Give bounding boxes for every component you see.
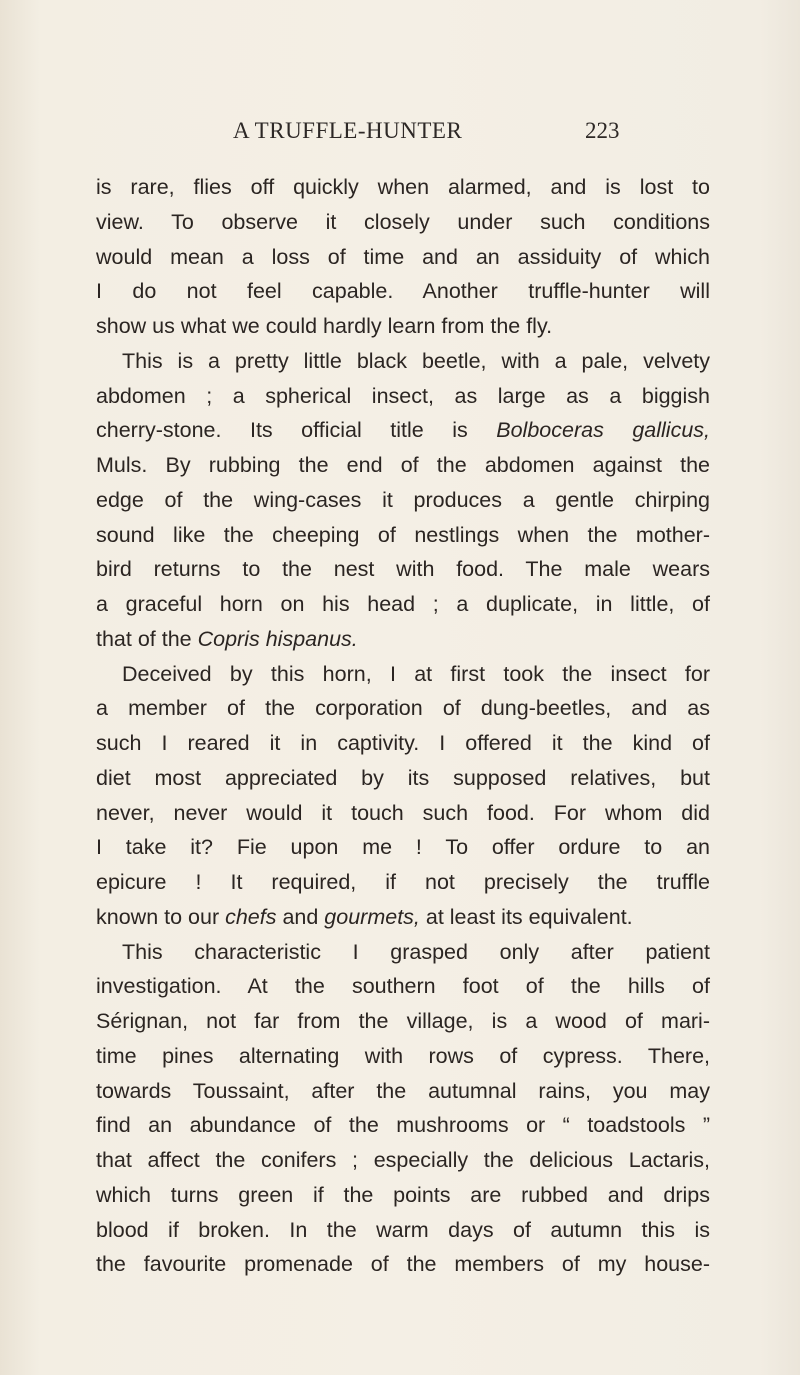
text-line [96, 865, 710, 900]
text-span: find an abundance of the mushrooms or “ toadstools ” [96, 1113, 710, 1138]
text-line [96, 935, 710, 970]
text-span: blood if broken. In the warm days of autumn this is [96, 1217, 710, 1242]
text-span: This characteristic I grasped only after patient [122, 939, 710, 964]
text-line [96, 170, 710, 205]
text-line [96, 205, 710, 240]
italic-text: chefs [225, 904, 277, 929]
text-line [96, 413, 710, 448]
page-number: 223 [585, 118, 620, 143]
text-span: a graceful horn on his head ; a duplicate, in little, of [96, 592, 710, 616]
body-text [96, 170, 710, 1282]
text-line [96, 726, 710, 761]
text-span: never, never would it touch such food. For whom did [96, 800, 710, 825]
text-line [96, 1108, 710, 1143]
text-span: such I reared it in captivity. I offered it the kind of [96, 731, 710, 755]
text-line [96, 483, 710, 518]
text-span: would mean a loss of time and an assiduity of which [96, 244, 710, 269]
text-line [96, 657, 710, 692]
text-span: bird returns to the nest with food. The male wears [96, 557, 710, 582]
running-head-title: A TRUFFLE-HUNTER [233, 118, 463, 143]
text-span: I take it? Fie upon me ! To offer ordure to an [96, 835, 710, 860]
text-line [96, 969, 710, 1004]
text-span: investigation. At the southern foot of the hills of [96, 974, 710, 999]
text-line [96, 1004, 710, 1039]
text-line [96, 900, 710, 935]
text-line [96, 552, 710, 587]
text-span: epicure ! It required, if not precisely the truffle [96, 870, 710, 894]
text-span: and [276, 904, 325, 929]
text-line [96, 309, 710, 344]
text-span: view. To observe it closely under such conditions [96, 209, 710, 234]
text-span: that affect the conifers ; especially the delicious Lactaris, [96, 1148, 710, 1172]
text-line [96, 622, 710, 657]
text-span: the favourite promenade of the members of my house- [96, 1252, 710, 1277]
text-line [96, 344, 710, 379]
text-span: Sérignan, not far from the village, is a wood of mari- [96, 1009, 710, 1033]
italic-text: gourmets, [324, 904, 420, 929]
text-line [96, 1039, 710, 1074]
text-span: Muls. By rubbing the end of the abdomen against the [96, 453, 710, 477]
text-span: Deceived by this horn, I at first took the insect for [122, 661, 710, 686]
text-span: which turns green if the points are rubbed and drips [96, 1182, 710, 1207]
text-line [96, 691, 710, 726]
text-line [96, 830, 710, 865]
text-span: time pines alternating with rows of cypress. There, [96, 1043, 710, 1068]
text-line [96, 1247, 710, 1282]
text-span: cherry-stone. Its official title is [96, 418, 497, 443]
text-span: abdomen ; a spherical insect, as large as a biggish [96, 383, 710, 408]
text-span: a member of the corporation of dung-beetles, and as [96, 696, 710, 721]
text-line [96, 274, 710, 309]
text-span: diet most appreciated by its supposed relatives, but [96, 765, 710, 790]
text-span: at least its equivalent. [419, 904, 633, 929]
text-line [96, 1074, 710, 1109]
text-span: show us what we could hardly learn from the fly. [96, 314, 553, 338]
italic-text: Copris hispanus. [197, 626, 358, 651]
running-head [0, 118, 800, 148]
text-span: is rare, flies off quickly when alarmed, and is lost to [96, 175, 710, 199]
text-line [96, 1178, 710, 1213]
text-span: edge of the wing-cases it produces a gentle chirping [96, 487, 710, 512]
text-span: This is a pretty little black beetle, with a pale, velvety [122, 348, 710, 373]
text-line [96, 448, 710, 483]
text-line [96, 379, 710, 414]
text-line [96, 796, 710, 831]
text-line [96, 587, 710, 622]
text-line [96, 518, 710, 553]
italic-text: Bolboceras gallicus, [496, 418, 710, 443]
text-span: towards Toussaint, after the autumnal rains, you may [96, 1078, 710, 1103]
text-span: known to our [96, 904, 226, 929]
text-span: that of the [96, 626, 198, 651]
text-line [96, 240, 710, 275]
text-span: sound like the cheeping of nestlings when the mother- [96, 522, 710, 547]
text-line [96, 1213, 710, 1248]
text-span: I do not feel capable. Another truffle-hunter will [96, 279, 710, 304]
text-line [96, 1143, 710, 1178]
text-line [96, 761, 710, 796]
